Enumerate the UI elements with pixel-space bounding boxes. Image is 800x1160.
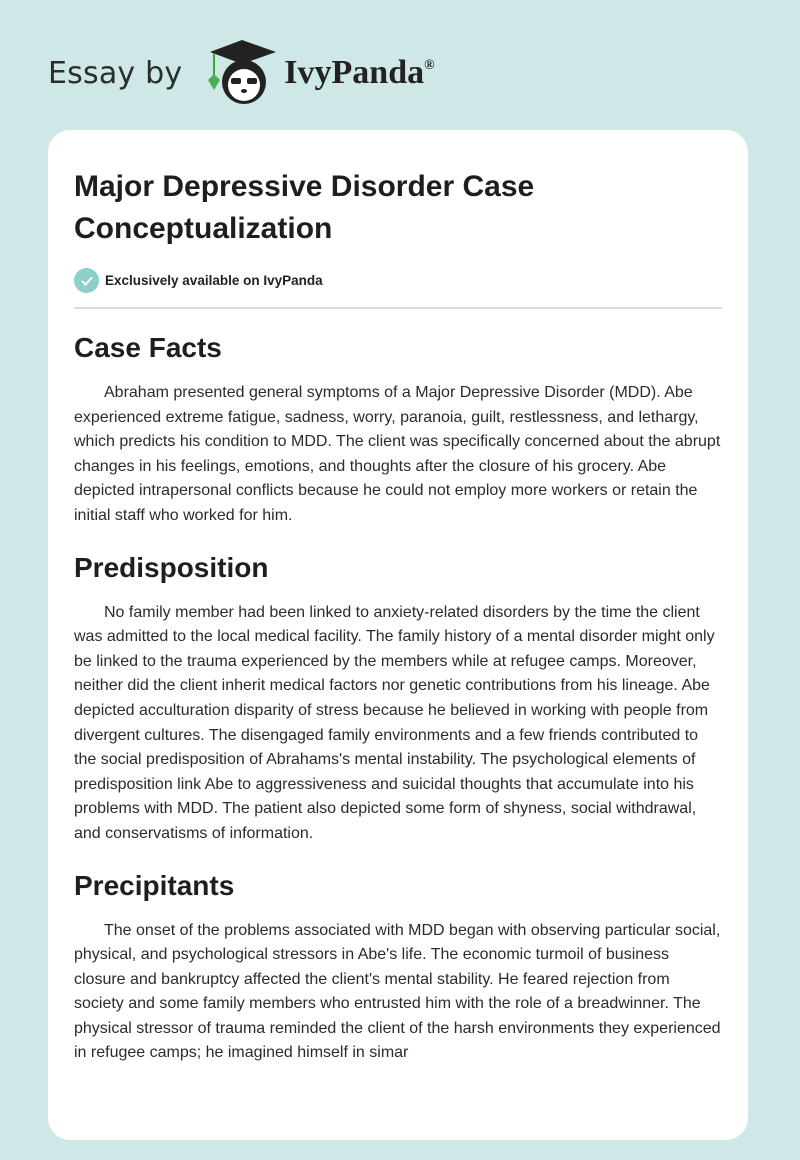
- badge-label: Exclusively available on IvyPanda: [105, 273, 323, 288]
- check-icon: [74, 268, 99, 293]
- essay-card: [48, 130, 748, 1140]
- page-title: Major Depressive Disorder Case Conceptualization: [74, 170, 535, 245]
- brand-text: IvyPanda: [284, 54, 425, 91]
- section-heading: Case Facts: [74, 332, 222, 363]
- panda-logo-icon: [200, 38, 280, 108]
- section-heading: Precipitants: [74, 869, 235, 901]
- section-paragraph: No family member had been linked to anxiety-related disorders by the time the client was admitted to the local medical facility. The family history of a mental disorder might only be linked to the trauma experienced by the members while at refugee camps. Moreover, neither did the client inherit medical factors nor genetic contributions from his lineage. Abe depicted acculturation disparity of stress because he believed in working with people from divergent cultures. The disengaged family environments and a few friends contributed to the social predisposition of Abrahams's mental instability. The psychological elements of predisposition link Abe to aggressiveness and suicidal thoughts that accumulate into his problems with MDD. The patient also depicted some form of shyness, social withdrawal, and conservatisms of information.: [74, 603, 715, 842]
- divider: [74, 307, 722, 309]
- registered-mark: ®: [424, 58, 435, 73]
- section-paragraph: The onset of the problems associated with MDD began with observing particular social, physical, and psychological stressors in Abe's life. The economic turmoil of business closure and bankruptcy affected the client's mental stability. He feared rejection from society and some family members who entrusted him with the role of a breadwinner. The physical stressor of trauma reminded the client of the harsh environments they experienced in refugee camps; he imagined himself in simar: [74, 921, 721, 1062]
- essay-by-label: Essay by: [48, 55, 183, 91]
- section-paragraph: Abraham presented general symptoms of a Major Depressive Disorder (MDD). Abe experienced extreme fatigue, sadness, worry, paranoia, guilt, restlessness, and lethargy, which predicts his condition to MDD. The client was specifically concerned about the abrupt changes in his feelings, emotions, and thoughts after the closure of his grocery. Abe depicted intrapersonal conflicts because he could not employ more workers or retain the initial staff who worked for him.: [74, 384, 721, 524]
- brand-name: [284, 54, 434, 92]
- section-heading: Predisposition: [74, 551, 269, 583]
- brand-header: [48, 38, 435, 108]
- exclusive-badge: [74, 268, 722, 293]
